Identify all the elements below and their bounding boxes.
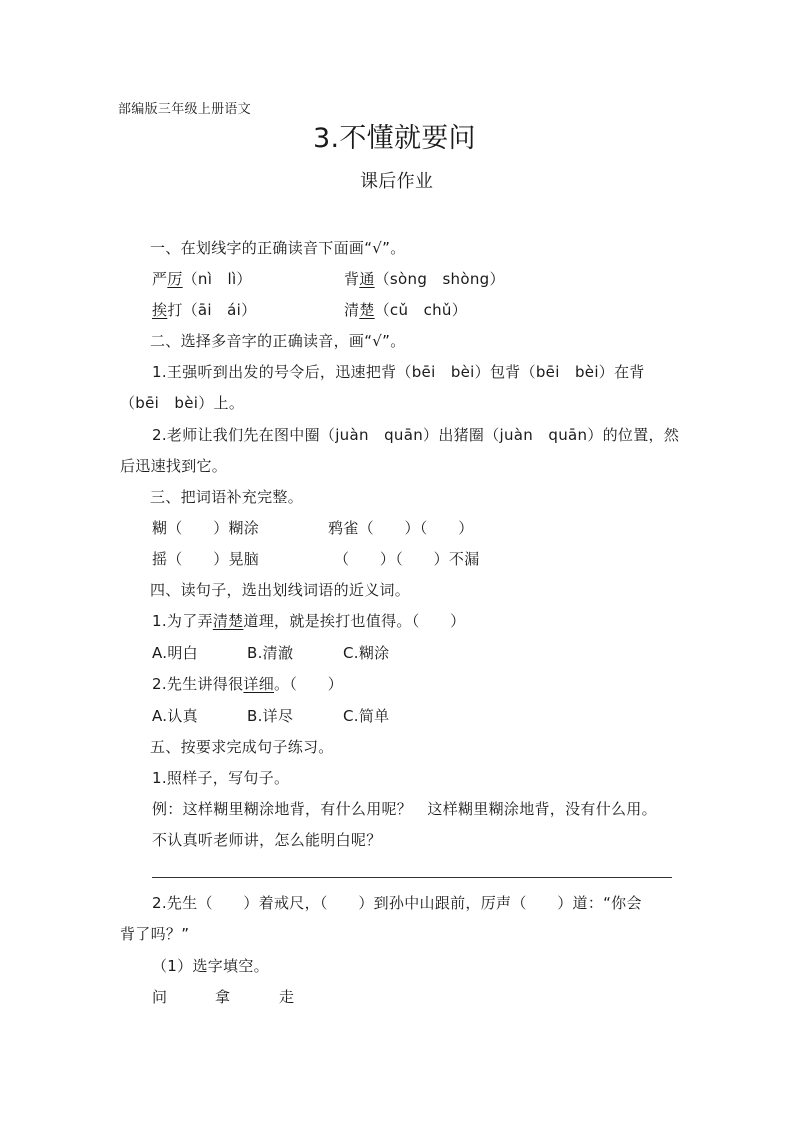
q5-part-1-heading: 1.照样子，写句子。 — [152, 769, 290, 787]
q2-sentence-2-line-1: 2.老师让我们先在图中圈（juàn quān）出猪圈（juàn quān）的位置，然 — [152, 426, 680, 444]
q4-options-2 — [152, 706, 389, 726]
option-b: B.详尽 — [247, 707, 294, 725]
option-a: A.认真 — [152, 707, 198, 725]
q5-part-2-line-2: 背了吗？” — [120, 925, 190, 943]
q1-item-3: 挨打（āi ái） — [152, 301, 257, 319]
q5-heading: 五、按要求完成句子练习。 — [150, 738, 334, 756]
q5-choices — [152, 987, 294, 1007]
q1-heading: 一、在划线字的正确读音下面画“√”。 — [150, 239, 406, 257]
q5-prompt: 不认真听老师讲，怎么能明白呢？ — [152, 831, 382, 849]
q3-item-4: （ ）（ ）不漏 — [334, 550, 480, 568]
choice-2: 拿 — [215, 988, 231, 1006]
q1-item-2: 背通（sòng shòng） — [344, 270, 505, 288]
q2-sentence-1-line-1: 1.王强听到出发的号令后，迅速把背（bēi bèi）包背（bēi bèi）在背 — [152, 363, 645, 381]
q5-example: 例：这样糊里糊涂地背，有什么用呢？ 这样糊里糊涂地背，没有什么用。 — [152, 800, 657, 818]
q3-heading: 三、把词语补充完整。 — [150, 488, 304, 506]
textbook-label: 部编版三年级上册语文 — [118, 102, 252, 117]
q4-sentence-1: 1.为了弄清楚道理，就是挨打也值得。（ ） — [152, 612, 466, 630]
q3-item-2: 鸦雀（ ）（ ） — [328, 519, 474, 537]
q3-item-1: 糊（ ）糊涂 — [152, 519, 260, 537]
option-b: B.清澈 — [247, 644, 294, 662]
q5-part-2-line-1: 2.先生（ ）着戒尺，（ ）到孙中山跟前，厉声（ ）道：“你会 — [152, 894, 642, 912]
page-title: 3.不懂就要问 — [313, 123, 476, 154]
q4-options-1 — [152, 643, 389, 663]
q1-item-4: 清楚（cǔ chǔ） — [344, 301, 468, 319]
q3-item-3: 摇（ ）晃脑 — [152, 550, 260, 568]
q2-sentence-1-line-2: （bēi bèi）上。 — [120, 394, 245, 412]
option-c: C.糊涂 — [343, 644, 390, 662]
q2-sentence-2-line-2: 后迅速找到它。 — [120, 457, 228, 475]
choice-3: 走 — [279, 988, 295, 1006]
option-c: C.简单 — [343, 707, 390, 725]
option-a: A.明白 — [152, 644, 198, 662]
q4-sentence-2: 2.先生讲得很详细。（ ） — [152, 675, 344, 693]
q4-underlined-word-1: 清楚 — [212, 612, 244, 630]
choice-1: 问 — [152, 988, 168, 1006]
q2-heading: 二、选择多音字的正确读音，画“√”。 — [150, 332, 406, 350]
q4-underlined-word-2: 详细 — [243, 675, 275, 693]
q4-heading: 四、读句子，选出划线词语的近义词。 — [150, 581, 411, 599]
answer-line[interactable] — [152, 877, 672, 878]
q5-part-2-sub: （1）选字填空。 — [152, 957, 269, 975]
q1-item-1: 严厉（nì lì） — [152, 270, 252, 288]
page-subtitle: 课后作业 — [360, 171, 434, 192]
